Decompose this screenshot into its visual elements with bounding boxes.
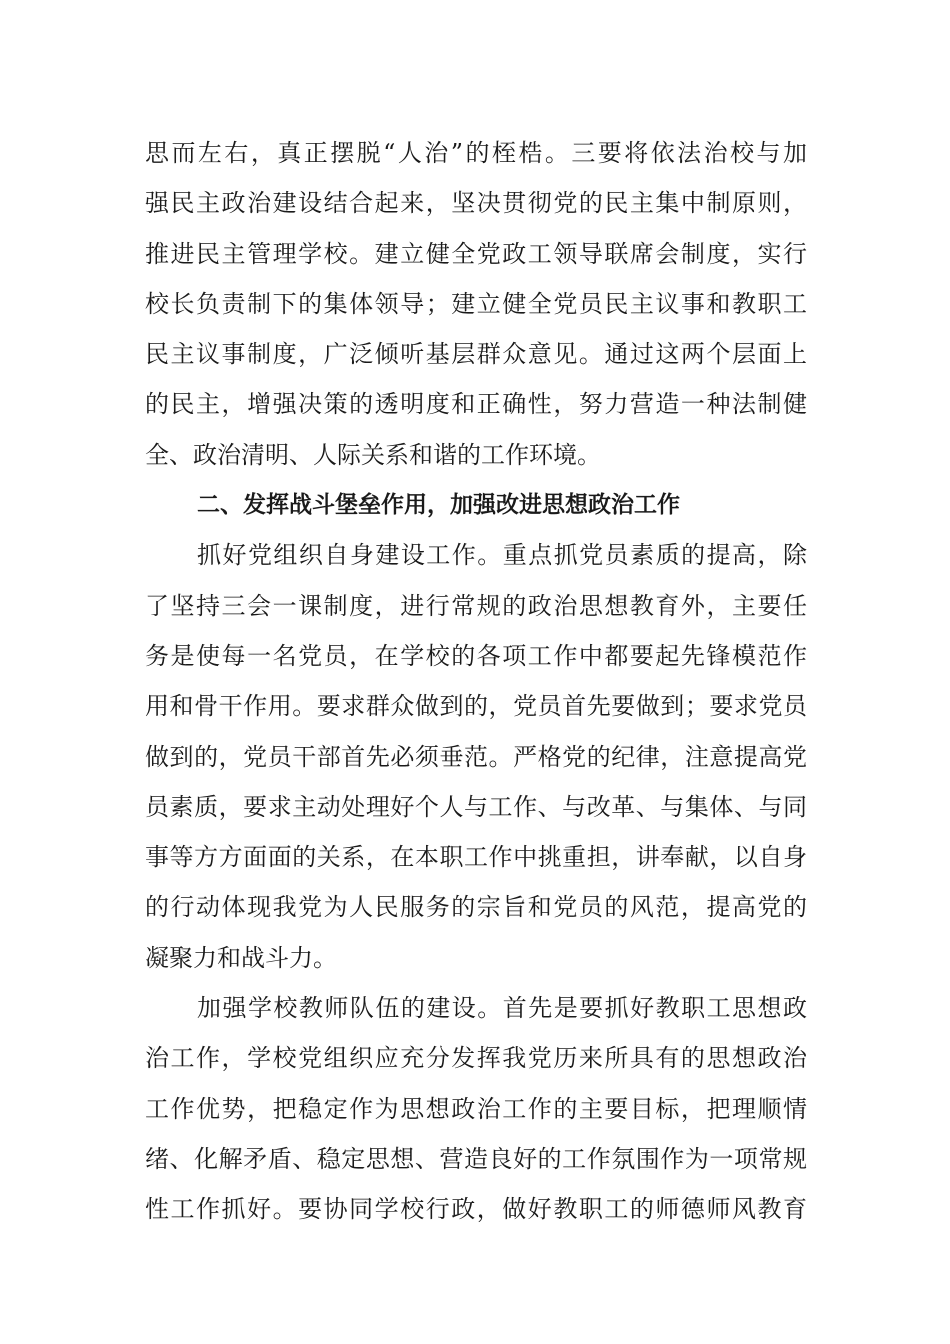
section-heading: 二、发挥战斗堡垒作用，加强改进思想政治工作 xyxy=(197,492,680,519)
paragraph-2 xyxy=(145,530,807,983)
paragraph-1 xyxy=(145,128,807,480)
text-line: 推进民主管理学校。建立健全党政工领导联席会制度，实行 xyxy=(145,239,807,268)
text-line: 的行动体现我党为人民服务的宗旨和党员的风范，提高党的 xyxy=(145,893,807,922)
paragraph-3 xyxy=(145,983,807,1234)
text-line: 凝聚力和战斗力。 xyxy=(145,943,337,972)
text-line: 全、政治清明、人际关系和谐的工作环境。 xyxy=(145,440,601,469)
text-line: 强民主政治建设结合起来，坚决贯彻党的民主集中制原则， xyxy=(145,189,807,218)
text-line: 用和骨干作用。要求群众做到的，党员首先要做到；要求党员 xyxy=(145,692,807,721)
text-line: 做到的，党员干部首先必须垂范。严格党的纪律，注意提高党 xyxy=(145,742,807,771)
text-line: 的民主，增强决策的透明度和正确性，努力营造一种法制健 xyxy=(145,390,807,419)
text-line: 思而左右，真正摆脱“人治”的桎梏。三要将依法治校与加 xyxy=(145,139,807,167)
text-line: 校长负责制下的集体领导；建立健全党员民主议事和教职工 xyxy=(145,289,807,318)
document-page xyxy=(145,128,807,1235)
text-line: 事等方方面面的关系，在本职工作中挑重担，讲奉献，以自身 xyxy=(145,843,807,872)
text-line: 员素质，要求主动处理好个人与工作、与改革、与集体、与同 xyxy=(145,792,807,821)
text-line: 性工作抓好。要协同学校行政，做好教职工的师德师风教育 xyxy=(145,1195,807,1224)
text-line: 抓好党组织自身建设工作。重点抓党员素质的提高，除 xyxy=(197,541,807,570)
text-line: 加强学校教师队伍的建设。首先是要抓好教职工思想政 xyxy=(197,994,807,1023)
text-line: 工作优势，把稳定作为思想政治工作的主要目标，把理顺情 xyxy=(145,1094,807,1123)
text-line: 绪、化解矛盾、稳定思想、营造良好的工作氛围作为一项常规 xyxy=(145,1144,807,1173)
text-line: 治工作，学校党组织应充分发挥我党历来所具有的思想政治 xyxy=(145,1044,807,1073)
text-line: 民主议事制度，广泛倾听基层群众意见。通过这两个层面上 xyxy=(145,340,807,369)
text-line: 了坚持三会一课制度，进行常规的政治思想教育外，主要任 xyxy=(145,591,807,620)
text-line: 务是使每一名党员，在学校的各项工作中都要起先锋模范作 xyxy=(145,641,807,670)
